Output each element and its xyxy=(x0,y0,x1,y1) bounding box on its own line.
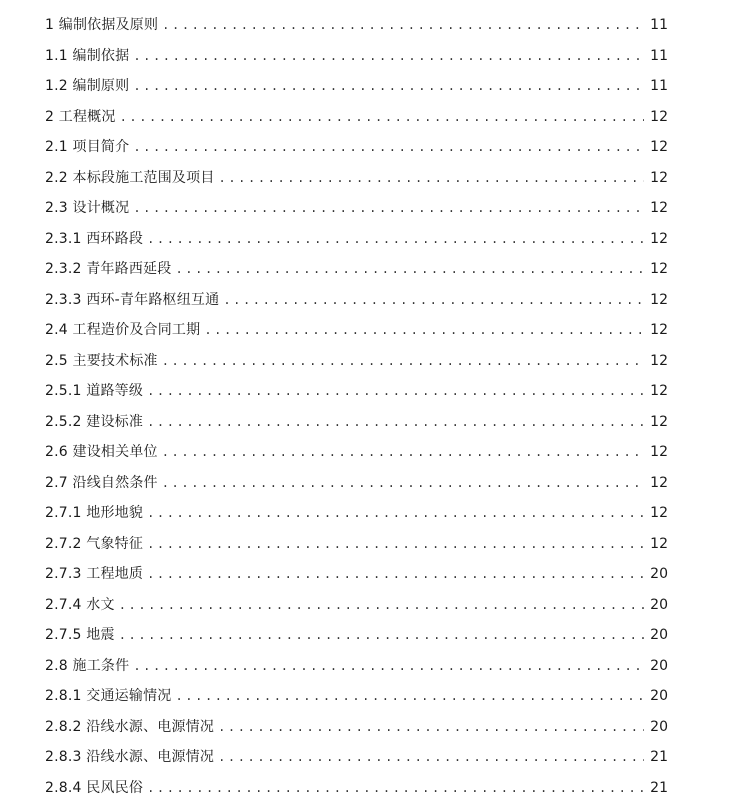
toc-entry-title: 2.7.3 工程地质 xyxy=(45,566,144,582)
toc-leader-dots xyxy=(219,163,644,194)
toc-entry-title: 2.1 项目简介 xyxy=(45,139,130,155)
toc-entry-page: 12 xyxy=(650,352,668,369)
toc-leader-dots xyxy=(120,102,644,133)
toc-entry-page: 12 xyxy=(650,108,668,125)
toc-entry[interactable] xyxy=(45,681,668,712)
toc-entry[interactable] xyxy=(45,742,668,773)
toc-entry-title: 1.1 编制依据 xyxy=(45,47,130,64)
toc-entry-page: 12 xyxy=(650,474,668,491)
toc-entry[interactable] xyxy=(45,620,668,651)
toc-entry-page: 20 xyxy=(650,627,668,643)
toc-leader-dots xyxy=(223,285,644,316)
toc-entry-page: 12 xyxy=(650,505,668,521)
toc-leader-dots xyxy=(175,681,644,712)
toc-leader-dots xyxy=(147,498,644,529)
toc-leader-dots xyxy=(133,71,644,102)
toc-entry-title: 2.8.2 沿线水源、电源情况 xyxy=(45,718,215,735)
toc-entry[interactable] xyxy=(45,529,668,560)
toc-entry[interactable] xyxy=(45,437,668,468)
toc-leader-dots xyxy=(119,590,644,621)
toc-entry[interactable] xyxy=(45,376,668,407)
toc-leader-dots xyxy=(133,193,644,224)
toc-entry-title: 2.7.1 地形地貌 xyxy=(45,505,144,521)
toc-leader-dots xyxy=(162,468,644,499)
toc-entry[interactable] xyxy=(45,163,668,194)
toc-entry[interactable] xyxy=(45,407,668,438)
toc-leader-dots xyxy=(133,132,644,163)
toc-leader-dots xyxy=(175,254,644,285)
toc-entry-title: 2 工程概况 xyxy=(45,108,116,125)
toc-leader-dots xyxy=(133,651,644,682)
toc-entry[interactable] xyxy=(45,346,668,377)
toc-entry-page: 11 xyxy=(650,78,668,94)
toc-entry-page: 21 xyxy=(650,779,668,796)
toc-entry[interactable] xyxy=(45,773,668,804)
toc-entry-page: 20 xyxy=(650,688,668,704)
toc-entry[interactable] xyxy=(45,71,668,102)
toc-entry-title: 2.2 本标段施工范围及项目 xyxy=(45,169,215,186)
toc-entry-title: 2.4 工程造价及合同工期 xyxy=(45,322,201,338)
toc-leader-dots xyxy=(162,10,644,41)
toc-entry-page: 12 xyxy=(650,535,668,552)
toc-entry[interactable] xyxy=(45,498,668,529)
toc-entry-page: 12 xyxy=(650,383,668,399)
toc-entry-page: 12 xyxy=(650,169,668,186)
toc-entry[interactable] xyxy=(45,712,668,743)
toc-entry-title: 2.6 建设相关单位 xyxy=(45,444,158,460)
toc-entry-title: 2.3.2 青年路西延段 xyxy=(45,261,172,277)
toc-entry-page: 20 xyxy=(650,657,668,674)
toc-entry-page: 12 xyxy=(650,200,668,216)
toc-leader-dots xyxy=(218,742,644,773)
toc-leader-dots xyxy=(133,41,644,72)
toc-entry-title: 2.8.1 交通运输情况 xyxy=(45,688,172,704)
toc-entry-page: 11 xyxy=(650,47,668,64)
toc-leader-dots xyxy=(147,376,644,407)
toc-entry-title: 2.5.1 道路等级 xyxy=(45,383,144,399)
toc-entry-page: 12 xyxy=(650,261,668,277)
toc-entry-title: 1.2 编制原则 xyxy=(45,78,130,94)
toc-leader-dots xyxy=(147,559,644,590)
toc-entry-title: 2.3.3 西环-青年路枢纽互通 xyxy=(45,291,220,308)
toc-entry[interactable] xyxy=(45,132,668,163)
toc-leader-dots xyxy=(162,437,644,468)
toc-leader-dots xyxy=(147,773,644,804)
toc-entry[interactable] xyxy=(45,590,668,621)
toc-entry-title: 2.7 沿线自然条件 xyxy=(45,474,158,491)
toc-entry[interactable] xyxy=(45,651,668,682)
toc-entry-page: 12 xyxy=(650,230,668,247)
toc-entry[interactable] xyxy=(45,193,668,224)
toc-entry-page: 12 xyxy=(650,291,668,308)
toc-entry[interactable] xyxy=(45,224,668,255)
toc-entry-page: 12 xyxy=(650,322,668,338)
toc-leader-dots xyxy=(147,407,644,438)
toc-entry[interactable] xyxy=(45,285,668,316)
toc-entry-title: 2.7.2 气象特征 xyxy=(45,535,144,552)
toc-entry-title: 2.7.4 水文 xyxy=(45,596,115,613)
toc-entry-title: 2.3 设计概况 xyxy=(45,200,130,216)
toc-entry[interactable] xyxy=(45,102,668,133)
toc-leader-dots xyxy=(147,529,644,560)
toc-entry-page: 11 xyxy=(650,17,668,33)
toc-entry[interactable] xyxy=(45,41,668,72)
toc-entry[interactable] xyxy=(45,315,668,346)
toc-entry-page: 20 xyxy=(650,718,668,735)
toc-entry-title: 1 编制依据及原则 xyxy=(45,17,159,33)
toc-entry-title: 2.8.3 沿线水源、电源情况 xyxy=(45,749,215,765)
toc-entry[interactable] xyxy=(45,254,668,285)
toc-leader-dots xyxy=(218,712,644,743)
toc-leader-dots xyxy=(119,620,644,651)
toc-entry-title: 2.8.4 民风民俗 xyxy=(45,779,144,796)
toc-entry-page: 20 xyxy=(650,596,668,613)
toc-entry-title: 2.3.1 西环路段 xyxy=(45,230,144,247)
toc-entry-title: 2.5 主要技术标准 xyxy=(45,352,158,369)
toc-entry-page: 20 xyxy=(650,566,668,582)
toc-leader-dots xyxy=(147,224,644,255)
toc-entry[interactable] xyxy=(45,468,668,499)
toc-entry-page: 12 xyxy=(650,444,668,460)
toc-entry-page: 12 xyxy=(650,139,668,155)
toc-entry-title: 2.8 施工条件 xyxy=(45,657,130,674)
toc-leader-dots xyxy=(162,346,644,377)
toc-entry-title: 2.7.5 地震 xyxy=(45,627,115,643)
toc-entry-page: 12 xyxy=(650,413,668,430)
toc-entry-title: 2.5.2 建设标准 xyxy=(45,413,144,430)
table-of-contents xyxy=(45,10,668,800)
toc-leader-dots xyxy=(204,315,644,346)
toc-entry-page: 21 xyxy=(650,749,668,765)
toc-entry[interactable] xyxy=(45,559,668,590)
toc-entry[interactable] xyxy=(45,10,668,41)
